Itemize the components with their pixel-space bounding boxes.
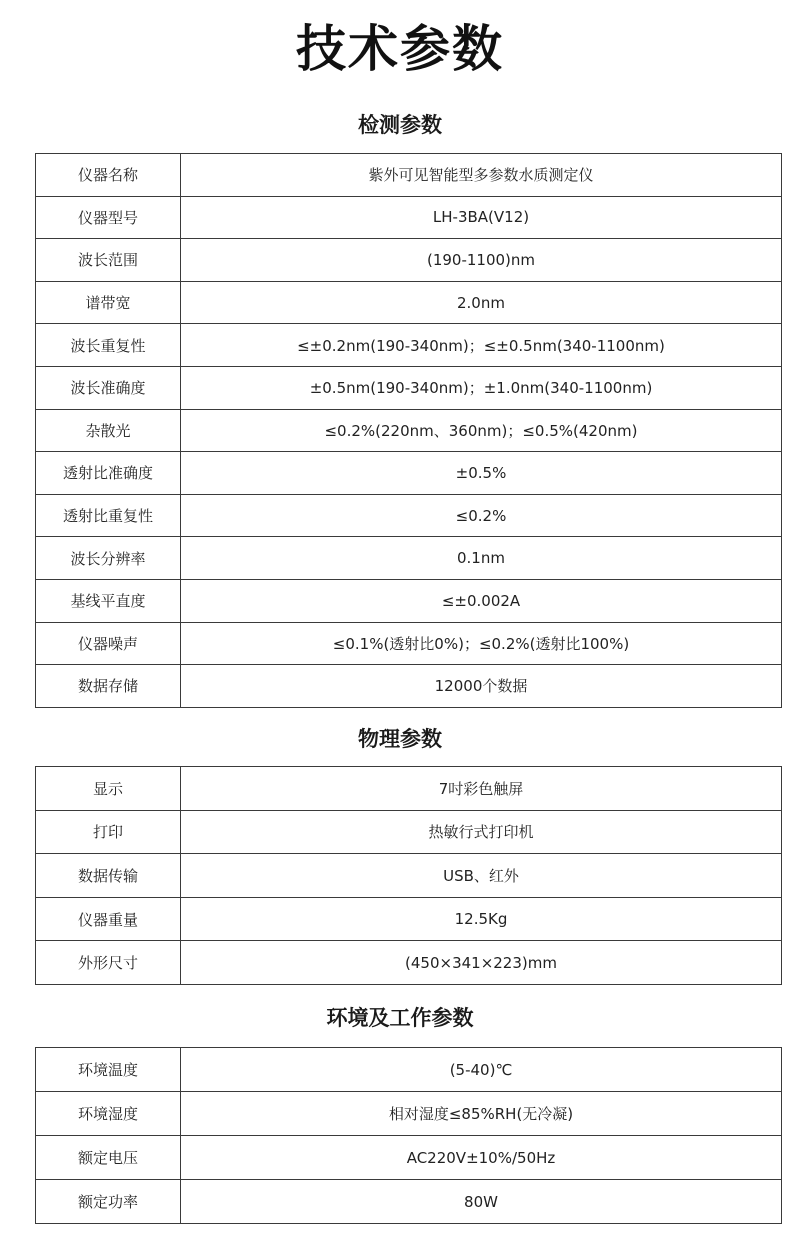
param-label: 透射比重复性 (36, 494, 181, 537)
param-value: ≤0.1%(透射比0%)；≤0.2%(透射比100%) (181, 622, 782, 665)
param-label: 外形尺寸 (36, 941, 181, 985)
param-value: ≤0.2%(220nm、360nm)；≤0.5%(420nm) (181, 409, 782, 452)
param-label: 谱带宽 (36, 281, 181, 324)
table-row (36, 767, 782, 811)
param-value: 12000个数据 (181, 665, 782, 708)
param-label: 基线平直度 (36, 579, 181, 622)
table-row (36, 409, 782, 452)
table-row (36, 1180, 782, 1224)
param-label: 打印 (36, 810, 181, 854)
table-row (36, 281, 782, 324)
param-value: 80W (181, 1180, 782, 1224)
param-value: (190-1100)nm (181, 239, 782, 282)
table-row (36, 579, 782, 622)
table-row (36, 239, 782, 282)
table-row (36, 494, 782, 537)
table-row (36, 1048, 782, 1092)
param-label: 波长分辨率 (36, 537, 181, 580)
table-row (36, 537, 782, 580)
param-value: 7吋彩色触屏 (181, 767, 782, 811)
param-value: ≤±0.2nm(190-340nm)；≤±0.5nm(340-1100nm) (181, 324, 782, 367)
table-row (36, 622, 782, 665)
page-title: 技术参数 (296, 20, 504, 78)
section-title-physical: 物理参数 (358, 727, 442, 751)
param-label: 波长范围 (36, 239, 181, 282)
table-row (36, 1092, 782, 1136)
param-value: 相对湿度≤85%RH(无冷凝) (181, 1092, 782, 1136)
param-value: AC220V±10%/50Hz (181, 1136, 782, 1180)
table-row (36, 941, 782, 985)
param-value: ±0.5% (181, 452, 782, 495)
table-row (36, 196, 782, 239)
physical-params-table (35, 766, 782, 985)
table-row (36, 1136, 782, 1180)
param-value: 12.5Kg (181, 897, 782, 941)
param-label: 波长重复性 (36, 324, 181, 367)
table-row (36, 854, 782, 898)
table-row (36, 324, 782, 367)
param-value: 2.0nm (181, 281, 782, 324)
param-label: 额定电压 (36, 1136, 181, 1180)
param-label: 额定功率 (36, 1180, 181, 1224)
param-label: 透射比准确度 (36, 452, 181, 495)
table-row (36, 452, 782, 495)
param-value: 0.1nm (181, 537, 782, 580)
param-value: 紫外可见智能型多参数水质测定仪 (181, 154, 782, 197)
table-row (36, 665, 782, 708)
table-row (36, 897, 782, 941)
param-label: 数据存储 (36, 665, 181, 708)
param-value: ≤0.2% (181, 494, 782, 537)
table-row (36, 810, 782, 854)
param-label: 仪器噪声 (36, 622, 181, 665)
param-value: ±0.5nm(190-340nm)；±1.0nm(340-1100nm) (181, 366, 782, 409)
param-value: (5-40)℃ (181, 1048, 782, 1092)
param-value: ≤±0.002A (181, 579, 782, 622)
table-row (36, 154, 782, 197)
section-title-environment: 环境及工作参数 (326, 1006, 474, 1030)
param-label: 仪器型号 (36, 196, 181, 239)
section-title-detection: 检测参数 (358, 113, 442, 137)
table-row (36, 366, 782, 409)
detection-params-table (35, 153, 782, 708)
param-label: 杂散光 (36, 409, 181, 452)
param-value: 热敏行式打印机 (181, 810, 782, 854)
param-label: 环境湿度 (36, 1092, 181, 1136)
param-value: LH-3BA(V12) (181, 196, 782, 239)
param-value: USB、红外 (181, 854, 782, 898)
param-value: (450×341×223)mm (181, 941, 782, 985)
param-label: 数据传输 (36, 854, 181, 898)
param-label: 波长准确度 (36, 366, 181, 409)
param-label: 环境温度 (36, 1048, 181, 1092)
param-label: 仪器重量 (36, 897, 181, 941)
environment-params-table (35, 1047, 782, 1224)
param-label: 显示 (36, 767, 181, 811)
param-label: 仪器名称 (36, 154, 181, 197)
